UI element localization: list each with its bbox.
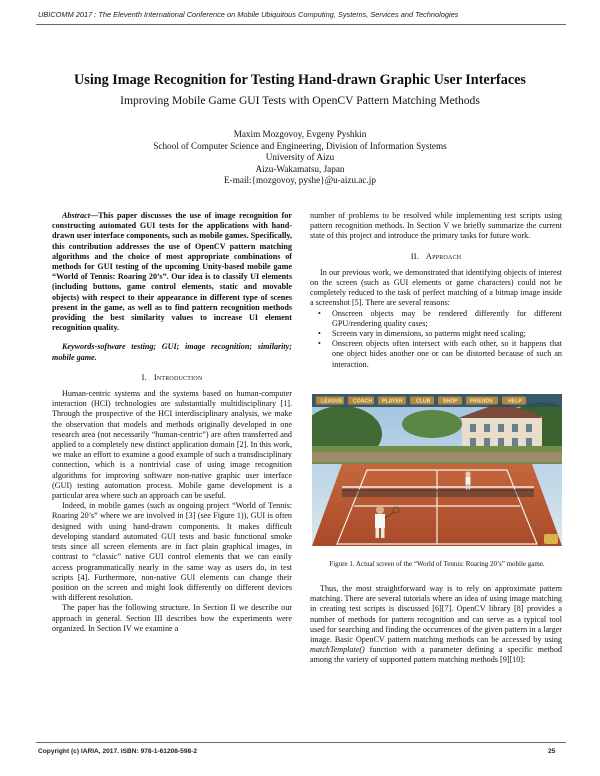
list-item: • Onscreen objects often intersect with each other, so it happens that one object hides another one or can be distorted because of such an interaction. — [310, 339, 562, 370]
corner-game-button — [544, 534, 558, 544]
section-title: Approach — [425, 251, 462, 261]
menu-shop: SHOP — [443, 398, 458, 405]
menu-coach: COACH — [353, 398, 373, 405]
function-name: matchTemplate() — [310, 645, 365, 655]
right-column-top — [310, 211, 562, 370]
list-item: • Onscreen objects may be rendered differently for different GPU/rendering quality cases; — [310, 309, 562, 329]
intro-paragraph-continued: number of problems to be resolved while implementing test scripts using pattern recognition methods. In Section V we briefly summarize the current state of this project and introduce the primary tasks for future work. — [310, 211, 562, 241]
section-heading-introduction — [52, 373, 292, 383]
section-number: II. — [410, 251, 420, 261]
abstract-text: —This paper discusses the use of image recognition for constructing automated GUI tests for the applications with hand-drawn user interface components, such as mobile games. Specifically, this contribution addresses the use of OpenCV pattern matching algorithms and the choice of most appropriate combinations of methods for GUI testing of the upcoming Unity-based mobile game “World of Tennis: Roaring 20’s”. Our idea is to classify UI elements (including buttons, game control elements, static and movable objects) with respect to their appearance in different type of scenes present in the game, as well as to find pattern recognition methods providing the best similarity values to increase UI element recognition quality. — [52, 211, 292, 333]
intro-paragraph-3: The paper has the following structure. In Section II we describe our approach in general. Section III describes how the experiments were organized. In Section IV we examine a — [52, 603, 292, 633]
figure-1-game-screenshot — [312, 394, 562, 546]
abstract — [52, 211, 292, 333]
author-names: Maxim Mozgovoy, Evgeny Pyshkin — [233, 129, 367, 139]
list-item: • Screens vary in dimensions, so patterns might need scaling; — [310, 329, 562, 339]
right-column-bottom — [310, 584, 562, 666]
menu-friends: FRIENDS — [470, 398, 493, 405]
section-number: I. — [141, 372, 147, 382]
approach-text: Thus, the most straightforward way is to rely on approximate pattern matching. There are several tutorials where an idea of using image matching in creating test scripts is discussed [6][7]. OpenCV library [8] provides a number of methods for pattern recognition and can serve as a typical tool used for searching and finding the occurrences of the given pattern in a larger image. Basic OpenCV pattern matching methods can be accessed by using — [310, 584, 562, 645]
menu-club: CLUB — [416, 398, 431, 405]
author-university: University of Aizu — [265, 152, 335, 163]
footer-copyright: Copyright (c) IARIA, 2017. ISBN: 978-1-61208-598-2 — [38, 748, 198, 755]
abstract-label: Abstract — [62, 211, 90, 220]
reasons-list — [310, 309, 562, 370]
keywords: Keywords-software testing; GUI; image recognition; similarity; mobile game. — [52, 342, 292, 362]
header-rule — [36, 24, 566, 25]
paper-title: Using Image Recognition for Testing Hand-drawn Graphic User Interfaces — [74, 72, 526, 88]
section-title: Introduction — [153, 372, 203, 382]
game-scene-illustration — [312, 394, 562, 546]
approach-paragraph-2 — [310, 584, 562, 666]
menu-help: HELP — [508, 398, 522, 405]
author-block — [0, 129, 600, 187]
menu-league: LEAGUE — [321, 398, 343, 405]
left-column — [52, 211, 292, 634]
author-email: E-mail:{mozgovoy, pyshe}@u-aizu.ac.jp — [224, 175, 376, 186]
intro-paragraph-1: Human-centric systems and the systems based on human-computer interaction (HCI) technologies are substantially multidisciplinary [1]. Through the prospective of the HCI interdisciplinary analysis, we make the observation that models and methods originally developed in one research area (not necessarily “human-centric”) are often transferred and applied to a completely new distinct application domain [2]. In this work, we make an effort to examine a good example of such a transdisciplinary connection, which is a nontrivial case of using image recognition algorithms for improving software non-native graphic user interface (GUI) testing automation process. Mobile game development is a particular area where such an approach can be useful. — [52, 389, 292, 501]
page-number: 25 — [548, 748, 556, 755]
footer-rule — [36, 742, 566, 743]
author-city: Aizu-Wakamatsu, Japan — [255, 163, 345, 174]
section-heading-approach — [310, 252, 562, 262]
approach-text-continued: function with a parameter defining a specific method among the variety of supported pattern matching methods [9][10]: — [310, 645, 562, 665]
author-affiliation: School of Computer Science and Engineering, Division of Information Systems — [153, 140, 447, 151]
menu-player: PLAYER — [382, 398, 403, 405]
approach-paragraph-1: In our previous work, we demonstrated that identifying objects of interest on the screen (such as GUI elements or game characters) could not be completely reduced to the task of perfect matching of a bitmap image inside a screenshot [5]. There are several reasons: — [310, 267, 562, 308]
intro-paragraph-2: Indeed, in mobile games (such as ongoing project “World of Tennis: Roaring 20’s” where we are involved in [3] (see Figure 1)), GUI is often designed with using hand-drawn components. It makes difficult developing standard automated GUI tests and basic functional smoke tests since all screen elements are in fact plain graphical images, in contrast to “classic” native GUI control elements that we can easily access programmatically nearly in the same way as users do, in test scripts [4]. Furthermore, non-native GUI elements can change their position on the screen and might look differently on different devices with different resolution. — [52, 501, 292, 603]
paper-subtitle: Improving Mobile Game GUI Tests with OpenCV Pattern Matching Methods — [120, 94, 480, 107]
figure-1-caption: Figure 1. Actual screen of the “World of Tennis: Roaring 20’s” mobile game. — [329, 560, 545, 568]
conference-header: UBICOMM 2017 : The Eleventh International Conference on Mobile Ubiquitous Computing, Systems, Services and Technologies — [38, 10, 459, 19]
